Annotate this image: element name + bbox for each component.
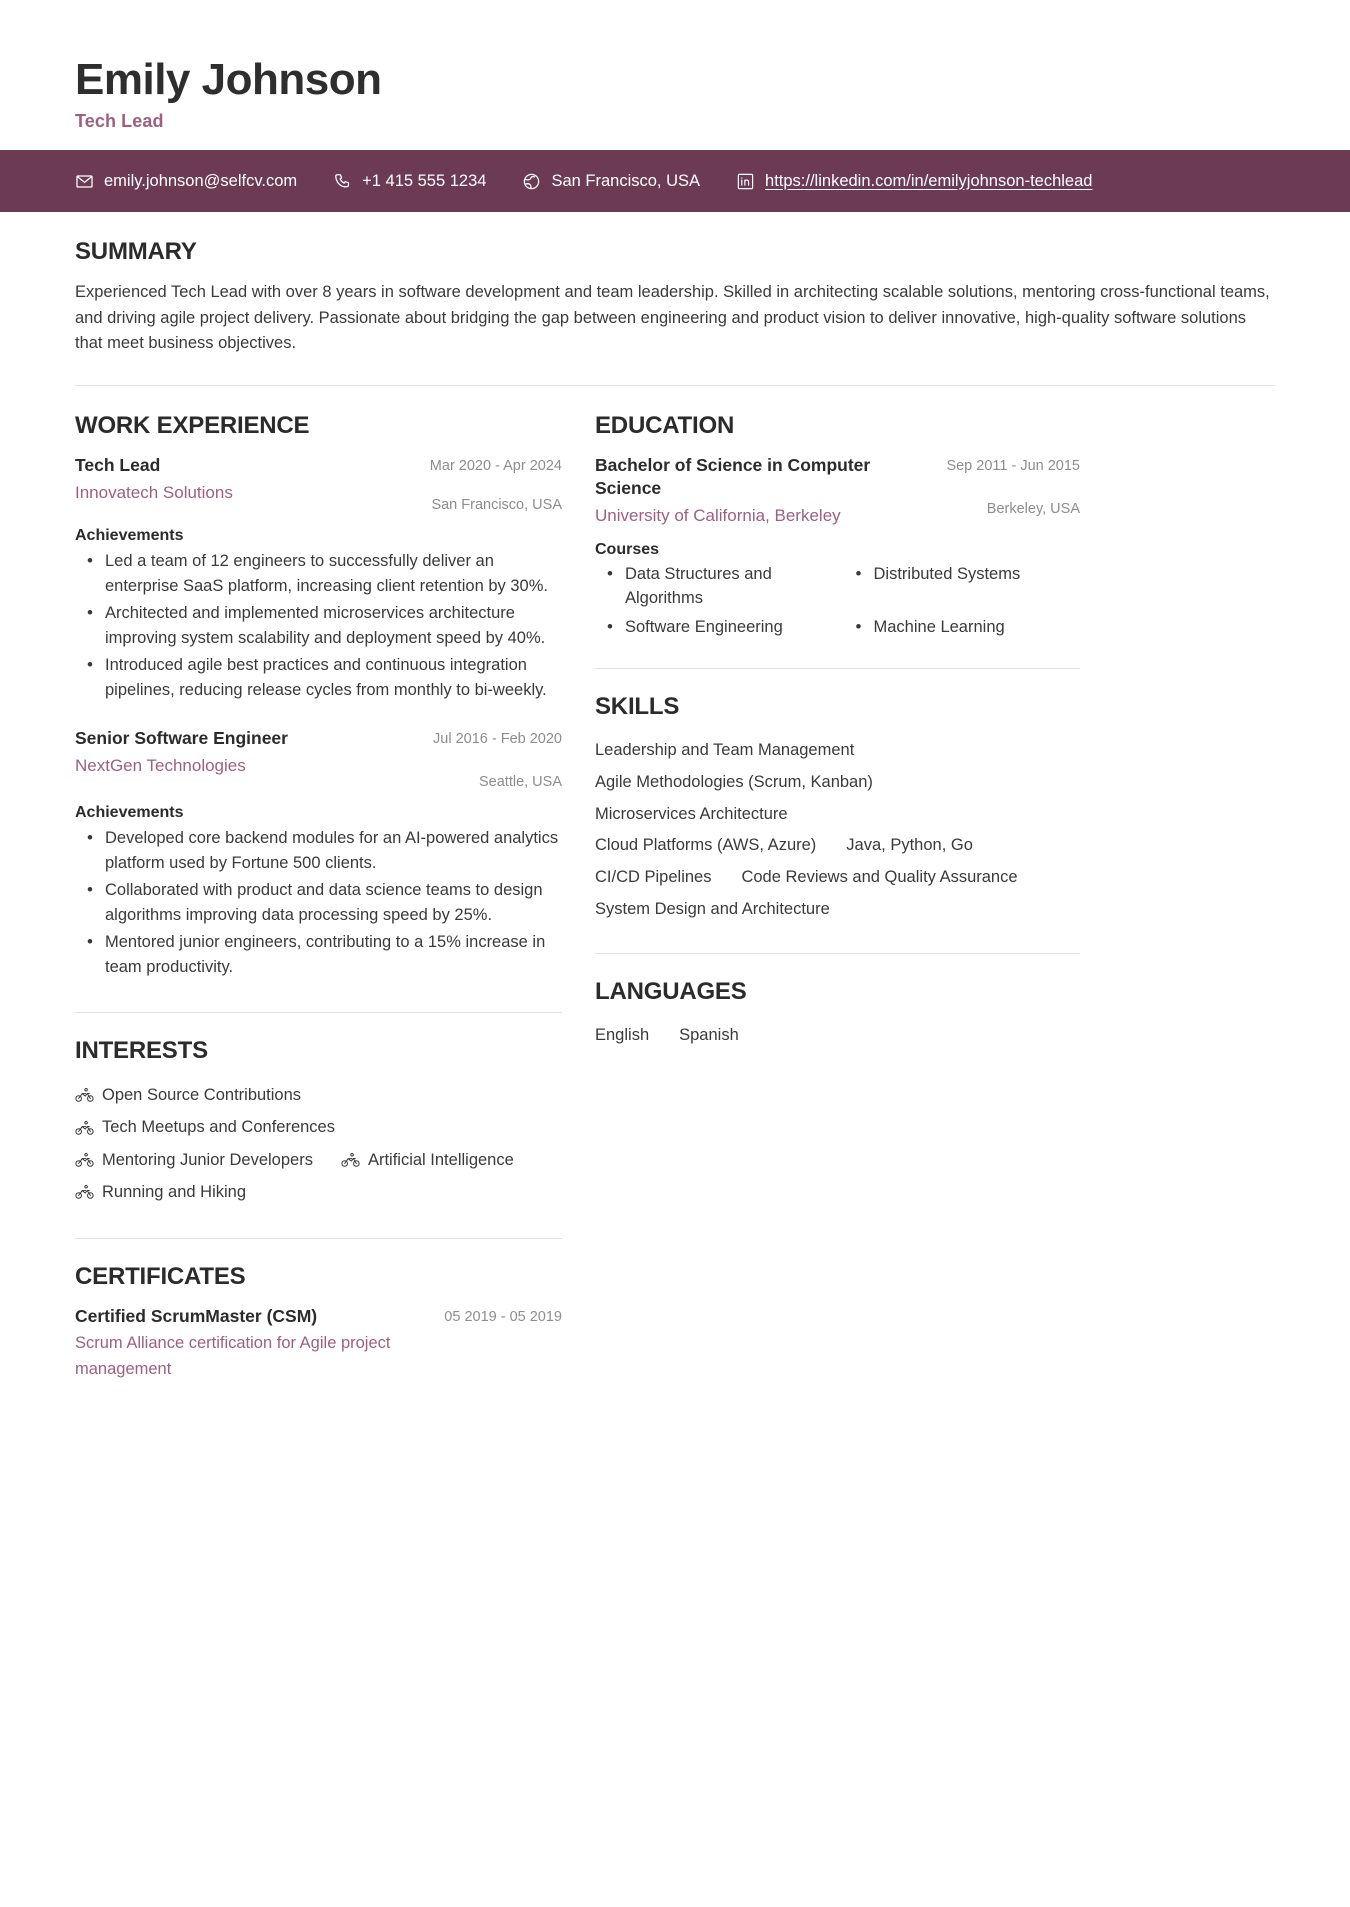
education-degree: Bachelor of Science in Computer Science — [595, 454, 871, 499]
interest-item — [341, 1144, 514, 1176]
work-company: NextGen Technologies — [75, 756, 246, 776]
skill-item: Microservices Architecture — [595, 804, 788, 823]
section-skills — [595, 669, 1080, 925]
work-achievement-list — [75, 826, 562, 980]
work-location: San Francisco, USA — [431, 496, 562, 513]
skill-item: CI/CD Pipelines — [595, 868, 712, 887]
contact-email-text: emily.johnson@selfcv.com — [104, 171, 298, 190]
work-achievement-item: • Introduced agile best practices and continuous integration pipelines, reducing release cycles from monthly to bi-weekly. — [75, 653, 562, 703]
skills-heading: SKILLS — [595, 693, 680, 721]
skill-item: Leadership and Team Management — [595, 741, 855, 760]
course-item: • Data Structures and Algorithms — [595, 563, 832, 611]
education-courses-list — [595, 563, 1080, 641]
interest-label: Mentoring Junior Developers — [102, 1150, 313, 1169]
languages-heading: LANGUAGES — [595, 978, 747, 1006]
right-column — [595, 386, 1080, 1052]
contact-phone-text: +1 415 555 1234 — [362, 171, 487, 190]
skill-item: System Design and Architecture — [595, 899, 830, 918]
linkedin-icon — [736, 172, 755, 191]
work-achievement-item: • Collaborated with product and data science teams to design algorithms improving data processing speed by 25%. — [75, 878, 562, 928]
interest-item — [75, 1111, 562, 1143]
work-location: Seattle, USA — [478, 773, 562, 790]
certificates-heading: CERTIFICATES — [75, 1262, 246, 1290]
certificate-name: Certified ScrumMaster (CSM) — [75, 1305, 318, 1326]
skill-item: Java, Python, Go — [846, 836, 973, 855]
bicycle-icon — [75, 1120, 94, 1135]
work-achievement-item: • Mentored junior engineers, contributing to a 15% increase in team productivity. — [75, 930, 562, 980]
interest-label: Artificial Intelligence — [367, 1150, 514, 1169]
education-entry — [595, 454, 1080, 640]
bicycle-icon — [341, 1152, 360, 1167]
contact-linkedin[interactable] — [736, 171, 1092, 192]
work-achievement-item: • Developed core backend modules for an AI-powered analytics platform used by Fortune 500 clients. — [75, 826, 562, 876]
section-education — [595, 386, 1080, 640]
skill-item: Cloud Platforms (AWS, Azure) — [595, 836, 817, 855]
interests-list — [75, 1079, 562, 1208]
candidate-name: Emily Johnson — [75, 55, 382, 104]
work-position: Tech Lead — [75, 454, 161, 475]
contact-phone[interactable] — [333, 171, 486, 192]
bicycle-icon — [75, 1088, 94, 1103]
certificate-entry — [75, 1305, 562, 1382]
interest-label: Tech Meetups and Conferences — [102, 1118, 335, 1137]
certificate-date: 05 2019 - 05 2019 — [444, 1308, 562, 1325]
resume-header — [0, 0, 1350, 150]
course-item: • Software Engineering — [595, 616, 832, 640]
work-date: Jul 2016 - Feb 2020 — [433, 731, 562, 748]
interest-item — [75, 1144, 313, 1176]
skills-list — [595, 735, 1080, 925]
summary-text: Experienced Tech Lead with over 8 years in software development and team leadership. Skilled in architecting scalable solutions, mentoring cross-functional teams, and driving agile project delivery. Passionate about bridging the gap between engineering and product vision to deliver innovative, high-quality software solutions that meet business objectives. — [75, 283, 1270, 353]
section-summary — [75, 212, 1275, 357]
work-achievements-label: Achievements — [75, 803, 184, 821]
contact-linkedin-text[interactable]: https://linkedin.com/in/emilyjohnson-techlead — [765, 171, 1093, 190]
language-item: Spanish — [679, 1026, 739, 1045]
work-achievement-item: • Architected and implemented microservices architecture improving system scalability and deployment speed by 40%. — [75, 601, 562, 651]
section-interests — [75, 1013, 562, 1208]
interests-heading: INTERESTS — [75, 1037, 208, 1065]
bicycle-icon — [75, 1152, 94, 1167]
skill-item: Code Reviews and Quality Assurance — [741, 868, 1018, 887]
section-work-experience — [75, 386, 562, 980]
work-achievement-list — [75, 549, 562, 703]
work-achievement-item: • Led a team of 12 engineers to successfully deliver an enterprise SaaS platform, increasing client retention by 30%. — [75, 549, 562, 599]
contact-location[interactable] — [522, 171, 700, 192]
section-certificates — [75, 1239, 562, 1382]
two-column-layout — [75, 386, 1275, 1382]
work-achievements-label: Achievements — [75, 526, 184, 544]
work-entry — [75, 454, 562, 703]
bicycle-icon — [75, 1184, 94, 1199]
education-date: Sep 2011 - Jun 2015 — [946, 457, 1080, 474]
languages-list — [595, 1020, 1080, 1052]
interest-item — [75, 1079, 562, 1111]
course-item: • Distributed Systems — [844, 563, 1081, 611]
work-heading: WORK EXPERIENCE — [75, 411, 310, 439]
education-courses-label: Courses — [595, 540, 660, 558]
course-item: • Machine Learning — [844, 616, 1081, 640]
work-position: Senior Software Engineer — [75, 728, 288, 749]
education-heading: EDUCATION — [595, 411, 735, 439]
interest-label: Open Source Contributions — [102, 1086, 302, 1105]
globe-icon — [522, 172, 541, 191]
contact-location-text: San Francisco, USA — [551, 171, 701, 190]
certificate-description: Scrum Alliance certification for Agile project management — [75, 1334, 391, 1378]
section-languages — [595, 954, 1080, 1052]
contact-bar — [0, 150, 1350, 212]
language-item: English — [595, 1026, 650, 1045]
interest-item — [75, 1176, 562, 1208]
education-school: University of California, Berkeley — [595, 506, 841, 526]
skill-item: Agile Methodologies (Scrum, Kanban) — [595, 773, 873, 792]
work-entry — [75, 727, 562, 980]
education-location: Berkeley, USA — [986, 500, 1080, 517]
contact-email[interactable] — [75, 171, 297, 192]
summary-heading: SUMMARY — [75, 238, 197, 266]
interest-label: Running and Hiking — [102, 1182, 247, 1201]
left-column — [75, 386, 562, 1382]
envelope-icon — [75, 172, 94, 191]
work-date: Mar 2020 - Apr 2024 — [429, 457, 562, 474]
phone-icon — [333, 172, 352, 191]
work-company: Innovatech Solutions — [75, 483, 233, 503]
resume-body — [0, 212, 1350, 1382]
candidate-role: Tech Lead — [75, 111, 164, 132]
